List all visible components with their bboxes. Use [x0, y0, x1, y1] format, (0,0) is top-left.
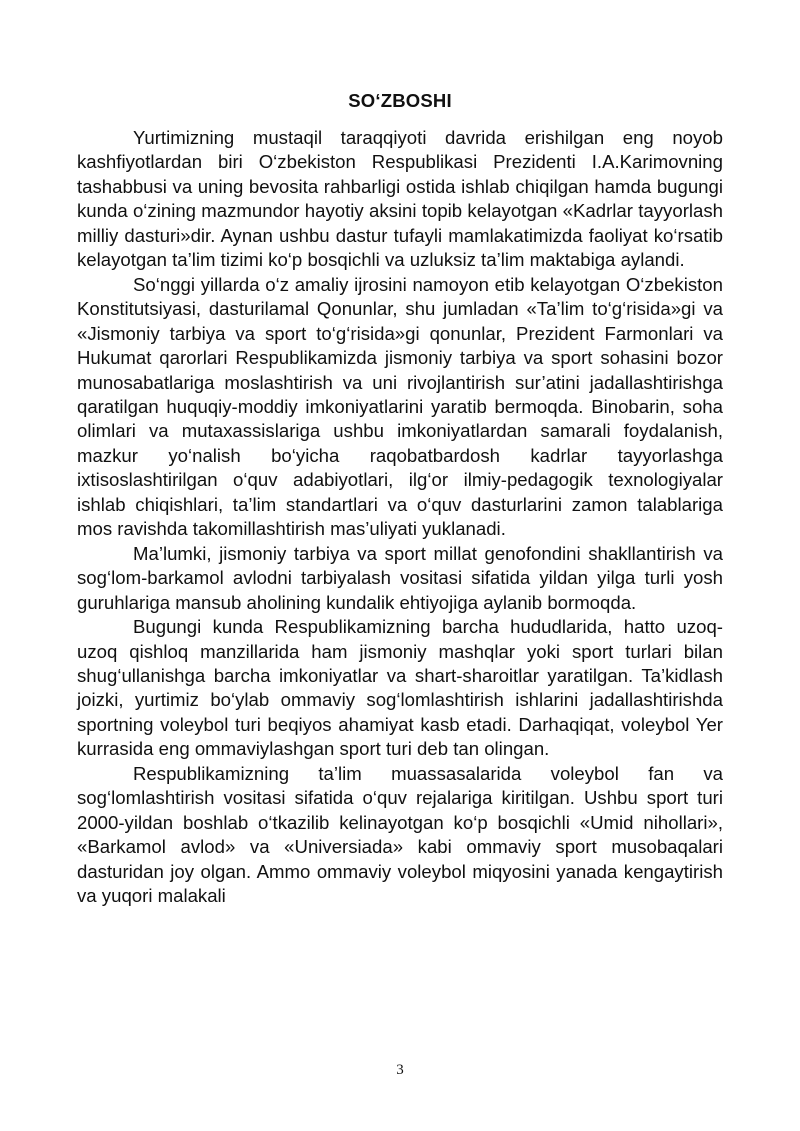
paragraph-3: Ma’lumki, jismoniy tarbiya va sport millat genofondini shakllantirish va sog‘lom-barkamol avlodni tarbiyalash vositasi sifatida yildan yilga turli yosh guruhlariga mansub aholining kundalik ehtiyojiga aylanib bormoqda. — [77, 542, 723, 613]
paragraph-4: Bugungi kunda Respublikamizning barcha hududlarida, hatto uzoq-uzoq qishloq manzillarida ham jismoniy mashqlar yoki sport turlari bilan shug‘ullanishga barcha imkoniyatlar va shart-sharoitlar yaratilgan. Ta’kidlash joizki, yurtimiz bo‘ylab ommaviy sog‘lomlashtirish ishlarini jadallashtirishda sportning voleybol turi beqiyos ahamiyat kasb etadi. Darhaqiqat, voleybol Yer kurrasida eng ommaviylashgan sport turi deb tan olingan. — [77, 616, 723, 760]
paragraph-2: So‘nggi yillarda o‘z amaliy ijrosini namoyon etib kelayotgan O‘zbekiston Konstitutsiyasi, dasturilamal Qonunlar, shu jumladan «Ta’lim to‘g‘risida»gi va «Jismoniy tarbiya va sport to‘g‘risida»gi qonunlar, Prezident Farmonlari va Hukumat qarorlari Respublikamizda jismoniy tarbiya va sport sohasini bozor munosabatlariga moslashtirish va uni rivojlantirish sur’atini jadallashtirishga qaratilgan huquqiy-moddiy imkoniyatlarini yaratib bermoqda. Binobarin, soha olimlari va mutaxassislariga ushbu imkoniyatlardan samarali foydalanish, mazkur yo‘nalish bo‘yicha raqobatbardosh kadrlar tayyorlashga ixtisoslashtirilgan o‘quv adabiyotlari, ilg‘or ilmiy-pedagogik texnologiyalar ishlab chiqishlari, ta’lim standartlari va o‘quv dasturlarini zamon talablariga mos ravishda takomillashtirish mas’uliyati yuklanadi. — [77, 273, 723, 540]
page-title: SO‘ZBOSHI — [348, 90, 452, 112]
paragraph-5: Respublikamizning ta’lim muassasalarida voleybol fan va sog‘lomlashtirish vositasi sifatida o‘quv rejalariga kiritilgan. Ushbu sport turi 2000-yildan boshlab o‘tkazilib kelinayotgan ko‘p bosqichli «Umid nihollari», «Barkamol avlod» va «Universiada» kabi ommaviy sport musobaqalari dasturidan joy olgan. Ammo ommaviy voleybol miqyosini yanada kengaytirish va yuqori malakali — [77, 762, 723, 907]
paragraph-1: Yurtimizning mustaqil taraqqiyoti davrida erishilgan eng noyob kashfiyotlardan biri O‘zbekiston Respublikasi Prezidenti I.A.Karimovning tashabbusi va uning bevosita rahbarligi ostida ishlab chiqilgan hamda bugungi kunda o‘zining mazmundor hayotiy aksini topib kelayotgan «Kadrlar tayyorlash milliy dasturi»dir. Aynan ushbu dastur tufayli mamlakatimizda faoliyat ko‘rsatib kelayotgan ta’lim tizimi ko‘p bosqichli va uzluksiz ta’lim maktabiga aylandi. — [77, 127, 723, 271]
body-text — [77, 126, 723, 909]
page-number: 3 — [396, 1062, 404, 1078]
